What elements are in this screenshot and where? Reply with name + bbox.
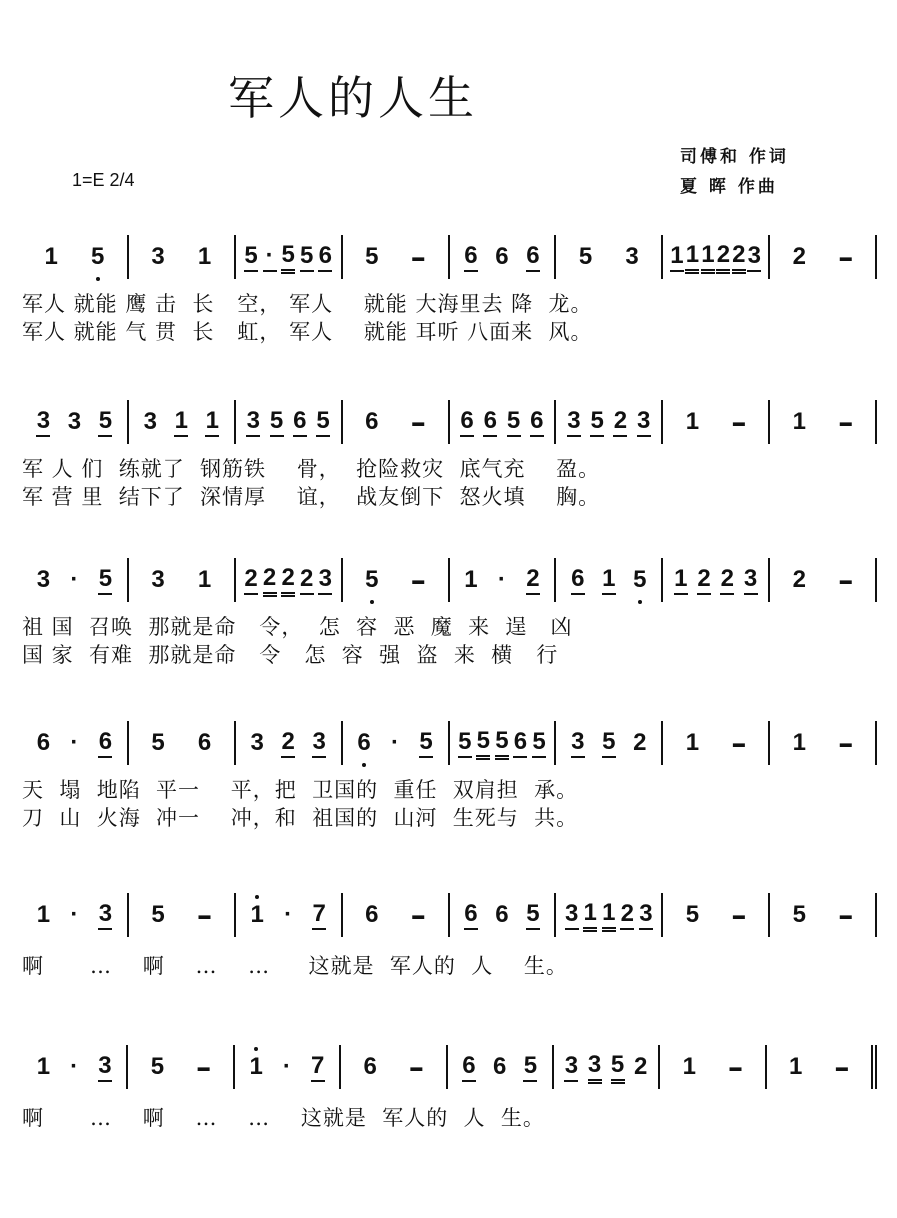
lyric-line: 天 塌 地陷 平一 平，把 卫国的 重任 双肩担 承。	[22, 778, 579, 802]
note: 1	[36, 1053, 51, 1080]
note: 6	[464, 900, 478, 930]
note: 1	[792, 729, 807, 756]
note: ▬	[732, 908, 745, 922]
note: 5	[300, 242, 314, 272]
note: 5	[281, 241, 295, 274]
measure	[128, 1045, 234, 1089]
note: 6	[495, 901, 509, 928]
measure	[343, 893, 450, 937]
note: 6	[495, 243, 509, 270]
note: 5	[578, 243, 593, 270]
note: ·	[70, 566, 79, 593]
lyricist-credit: 司傅和 作词	[680, 147, 789, 167]
note: 2	[613, 407, 627, 437]
octave-dot	[362, 763, 366, 767]
note: ·	[284, 901, 293, 928]
note: 6	[357, 729, 371, 757]
measure	[556, 558, 663, 602]
note: 1	[682, 1053, 697, 1080]
note: 5	[526, 900, 540, 930]
note: 1	[583, 899, 597, 932]
measure	[129, 400, 236, 444]
measure	[343, 400, 450, 444]
note: 5	[685, 901, 700, 928]
measure	[450, 558, 557, 602]
measure	[556, 400, 663, 444]
note: 2	[300, 565, 314, 595]
note: ▬	[839, 736, 852, 750]
note: 5	[419, 728, 433, 758]
note: ▬	[732, 415, 745, 429]
note: 3	[67, 408, 82, 435]
note: 1	[602, 565, 616, 595]
note: ·	[497, 566, 506, 593]
note: 3	[250, 729, 264, 756]
lyric-line: 啊 … 啊 … … 这就是 军人的 人 生。	[22, 1106, 545, 1130]
note: ▬	[839, 250, 852, 264]
lyric-line: 军 人 们 练就了 钢筋铁 骨， 抢险救灾 底气充 盈。	[22, 457, 601, 481]
measure	[22, 721, 129, 765]
note: 1	[44, 243, 58, 270]
note: 1	[685, 408, 700, 435]
staff-row	[20, 718, 877, 768]
staff-row	[20, 890, 877, 940]
note: 5	[151, 729, 165, 756]
note: ▬	[412, 250, 425, 264]
measure	[129, 721, 236, 765]
note: 5	[458, 728, 472, 758]
note: 2	[792, 243, 807, 270]
note: 6	[197, 729, 212, 756]
measure	[663, 400, 770, 444]
measure	[236, 235, 343, 279]
note: 1	[685, 729, 700, 756]
note: 6	[363, 1053, 377, 1080]
measure	[660, 1045, 766, 1089]
measure	[450, 235, 557, 279]
measure	[448, 1045, 554, 1089]
lyric-line: 军人 就能 气 贯 长 虹， 军人 就能 耳听 八面来 风。	[22, 320, 593, 344]
note: ▬	[729, 1060, 742, 1074]
measure	[556, 893, 663, 937]
measure	[770, 721, 877, 765]
note: ·	[70, 901, 79, 928]
note: 3	[588, 1051, 602, 1084]
octave-dot	[370, 600, 374, 604]
note: 5	[590, 407, 604, 437]
note: ·	[282, 1053, 291, 1080]
lyric-line: 祖 国 召唤 那就是命 令， 怎 容 恶 魔 来 逞 凶	[22, 615, 573, 639]
measure	[236, 721, 343, 765]
note: 5	[270, 407, 284, 437]
note: ▬	[839, 415, 852, 429]
note: 5	[98, 407, 112, 437]
note: 5	[507, 407, 521, 437]
note: ▬	[839, 908, 852, 922]
note: 3	[564, 1052, 578, 1082]
measure	[343, 235, 450, 279]
measure	[236, 893, 343, 937]
note: 1	[685, 241, 699, 274]
measure	[22, 1045, 128, 1089]
note: ·	[391, 729, 400, 756]
note: 3	[98, 1052, 112, 1082]
note: 6	[530, 407, 544, 437]
octave-dot	[255, 895, 259, 899]
measure	[129, 558, 236, 602]
measure	[450, 893, 557, 937]
note: 2	[716, 241, 730, 274]
note: 3	[565, 900, 579, 930]
measure	[450, 400, 557, 444]
note: 6	[483, 407, 497, 437]
measure	[450, 721, 557, 765]
note: 3	[246, 407, 260, 437]
note: 6	[318, 242, 332, 272]
note: 2	[633, 729, 647, 756]
measure	[341, 1045, 447, 1089]
measure	[22, 558, 129, 602]
note: 3	[98, 900, 112, 930]
note: 5	[611, 1051, 625, 1084]
measure	[663, 721, 770, 765]
note: 5	[532, 728, 546, 758]
note: 5	[365, 243, 379, 270]
measure	[770, 893, 877, 937]
measure	[556, 721, 663, 765]
note: 3	[151, 243, 165, 270]
octave-dot	[96, 277, 100, 281]
note: 1	[174, 407, 188, 437]
note: 6	[492, 1053, 507, 1080]
note: 3	[625, 243, 639, 270]
key-signature: 1=E 2/4	[72, 170, 135, 190]
note: 6	[36, 729, 51, 756]
measure	[554, 1045, 660, 1089]
lyric-line: 啊 … 啊 … … 这就是 军人的 人 生。	[22, 954, 568, 978]
note: 5	[150, 1053, 165, 1080]
measure	[129, 235, 236, 279]
note: 3	[639, 900, 653, 930]
staff-row	[20, 232, 877, 282]
note: 3	[637, 407, 651, 437]
note: 6	[526, 242, 540, 272]
note: 6	[571, 565, 585, 595]
note: ▬	[839, 573, 852, 587]
lyric-line: 国 家 有难 那就是命 令 怎 容 强 盗 来 横 行	[22, 643, 559, 667]
staff-row	[20, 1042, 877, 1092]
note: 5	[151, 901, 165, 928]
note: 2	[620, 900, 634, 930]
note: 6	[365, 901, 379, 928]
note: 3	[36, 407, 50, 437]
note: 2	[634, 1053, 648, 1080]
note: 1	[36, 901, 51, 928]
note: ·	[70, 1053, 79, 1080]
note: ▬	[412, 908, 425, 922]
note: 1	[792, 408, 807, 435]
note: ▬	[410, 1060, 423, 1074]
measure	[663, 235, 770, 279]
note: 6	[462, 1052, 476, 1082]
note: ·	[263, 242, 277, 272]
note: ▬	[198, 908, 211, 922]
note: 6	[98, 728, 112, 758]
note: 1	[250, 901, 264, 929]
note: 7	[311, 1052, 325, 1082]
note: 1	[197, 566, 212, 593]
note: 5	[523, 1052, 537, 1082]
measure	[770, 400, 877, 444]
measure	[235, 1045, 341, 1089]
measure	[556, 235, 663, 279]
measure	[236, 558, 343, 602]
measure	[663, 893, 770, 937]
measure	[22, 400, 129, 444]
lyric-line: 军人 就能 鹰 击 长 空， 军人 就能 大海里去 降 龙。	[22, 292, 593, 316]
composer-credit: 夏 晖 作曲	[680, 177, 778, 197]
measure	[663, 558, 770, 602]
note: 3	[151, 566, 165, 593]
note: 6	[460, 407, 474, 437]
note: 6	[365, 408, 379, 435]
note: 2	[263, 564, 277, 597]
note: 5	[98, 565, 112, 595]
note: 3	[567, 407, 581, 437]
note: 3	[744, 565, 758, 595]
note: 1	[701, 241, 715, 274]
note: 5	[316, 407, 330, 437]
note: 5	[633, 566, 647, 594]
note: 3	[36, 566, 51, 593]
note: 1	[674, 565, 688, 595]
note: 3	[143, 408, 158, 435]
measure	[236, 400, 343, 444]
note: 6	[293, 407, 307, 437]
note: 5	[495, 727, 509, 760]
note: 2	[244, 565, 258, 595]
note: 5	[792, 901, 807, 928]
song-title: 军人的人生	[228, 71, 478, 125]
note: 2	[720, 565, 734, 595]
measure	[129, 893, 236, 937]
measure	[767, 1045, 877, 1089]
note: 1	[205, 407, 219, 437]
note: 1	[464, 566, 478, 593]
note: 1	[249, 1053, 263, 1081]
measure	[22, 235, 129, 279]
note: 2	[526, 565, 540, 595]
note: 1	[670, 242, 684, 272]
note: 2	[697, 565, 711, 595]
measure	[343, 558, 450, 602]
measure	[22, 893, 129, 937]
note: 5	[91, 243, 105, 271]
note: ▬	[835, 1060, 848, 1074]
measure	[770, 235, 877, 279]
note: ▬	[412, 415, 425, 429]
measure	[770, 558, 877, 602]
note: ·	[70, 729, 79, 756]
staff-row	[20, 397, 877, 447]
staff-row	[20, 555, 877, 605]
note: 1	[602, 899, 616, 932]
measure	[343, 721, 450, 765]
note: 6	[464, 242, 478, 272]
lyric-line: 刀 山 火海 冲一 冲，和 祖国的 山河 生死与 共。	[22, 806, 579, 830]
note: 7	[312, 900, 326, 930]
note: 3	[318, 565, 332, 595]
note: 3	[312, 728, 326, 758]
note: 5	[365, 566, 379, 594]
note: 2	[281, 564, 295, 597]
note: 5	[476, 727, 490, 760]
octave-dot	[254, 1047, 258, 1051]
note: ▬	[197, 1060, 210, 1074]
lyric-line: 军 营 里 结下了 深情厚 谊， 战友倒下 怒火填 胸。	[22, 485, 601, 509]
note: 2	[792, 566, 807, 593]
note: ▬	[732, 736, 745, 750]
note: 3	[571, 728, 585, 758]
note: 3	[747, 242, 761, 272]
note: 1	[197, 243, 212, 270]
note: 2	[281, 728, 295, 758]
octave-dot	[638, 600, 642, 604]
note: 5	[602, 728, 616, 758]
note: 5	[244, 242, 258, 272]
note: 6	[513, 728, 527, 758]
note: 1	[789, 1053, 803, 1080]
note: ▬	[412, 573, 425, 587]
note: 2	[732, 241, 746, 274]
